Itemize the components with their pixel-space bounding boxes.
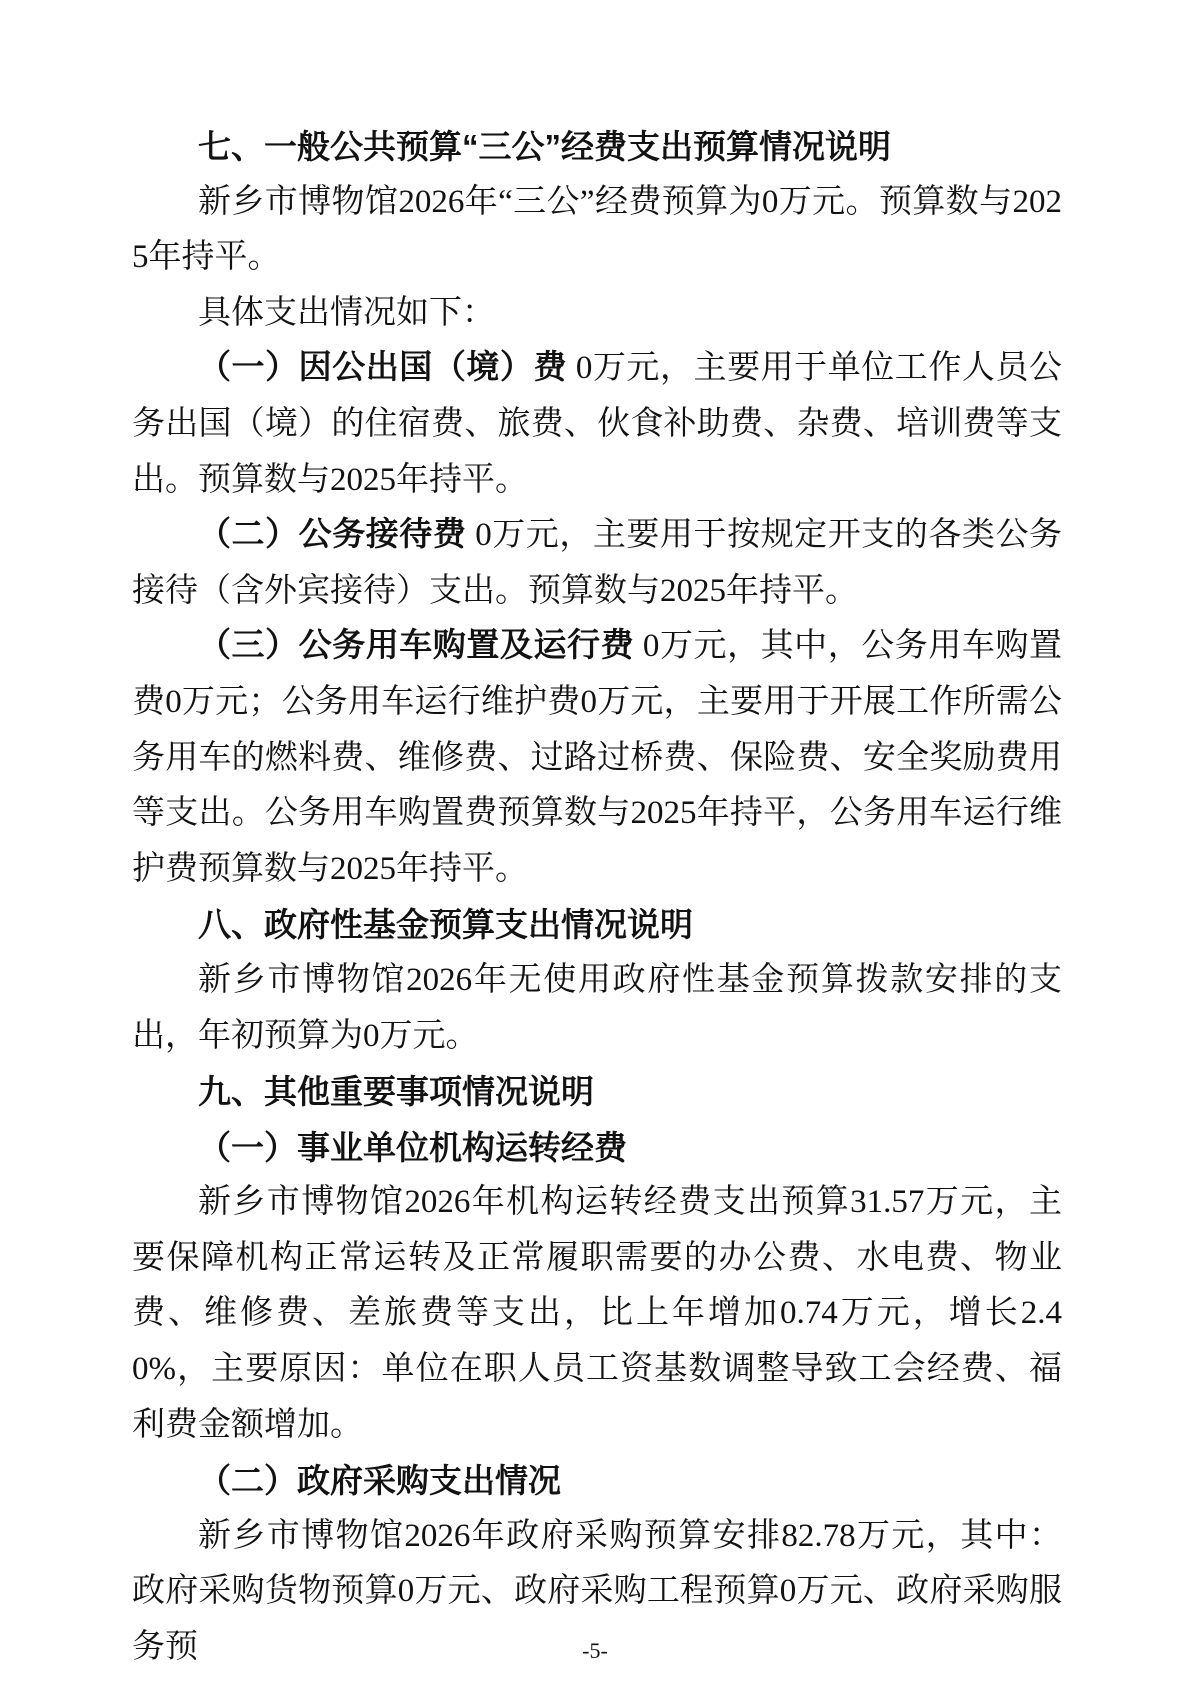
heading-section-seven: 七、一般公共预算“三公”经费支出预算情况说明 <box>198 128 891 165</box>
run-in-heading-abroad-expense: （一）因公出国（境）费 <box>198 350 568 387</box>
paragraph-text: 0万元，其中，公务用车购置费0万元；公务用车运行维护费0万元，主要用于开展工作所需公务用车的燃料费、维修费、过路过桥费、保险费、安全奖励费用等支出。公务用车购置费预算数与2025年持平，公务用车运行维护费预算数与2025年持平。 <box>132 628 1063 887</box>
paragraph-reception-expense <box>132 508 1062 619</box>
paragraph-operating-expense: 新乡市博物馆2026年机构运转经费支出预算31.57万元，主要保障机构正常运转及正常履职需要的办公费、水电费、物业费、维修费、差旅费等支出，比上年增加0.74万元，增长2.40%，主要原因：单位在职人员工资基数调整导致工会经费、福利费金额增加。 <box>132 1184 1062 1443</box>
paragraph-government-fund: 新乡市博物馆2026年无使用政府性基金预算拨款安排的支出，年初预算为0万元。 <box>132 961 1062 1054</box>
paragraph-procurement: 新乡市博物馆2026年政府采购预算安排82.78万元，其中：政府采购货物预算0万元、政府采购工程预算0万元、政府采购服务预 <box>132 1517 1062 1666</box>
page-number: -5- <box>582 1638 608 1663</box>
paragraph-abroad-expense <box>132 341 1062 508</box>
heading-section-nine: 九、其他重要事项情况说明 <box>198 1073 594 1111</box>
heading-section-eight: 八、政府性基金预算支出情况说明 <box>198 906 693 944</box>
paragraph-three-public-budget-summary: 新乡市博物馆2026年“三公”经费预算为0万元。预算数与2025年持平。 <box>132 183 1062 276</box>
heading-operating-expense: （一）事业单位机构运转经费 <box>198 1128 627 1166</box>
paragraph-vehicle-expense <box>132 619 1062 897</box>
run-in-heading-reception-expense: （二）公务接待费 <box>198 517 467 554</box>
paragraph-detail-intro: 具体支出情况如下： <box>198 294 495 331</box>
paragraph-text: 0万元，主要用于按规定开支的各类公务接待（含外宾接待）支出。预算数与2025年持平。 <box>132 517 1063 609</box>
paragraph-text: 0万元，主要用于单位工作人员公务出国（境）的住宿费、旅费、伙食补助费、杂费、培训费等支出。预算数与2025年持平。 <box>132 350 1063 498</box>
run-in-heading-vehicle-expense: （三）公务用车购置及运行费 <box>198 628 635 665</box>
heading-procurement: （二）政府采购支出情况 <box>198 1462 561 1500</box>
document-body <box>132 119 1062 1676</box>
